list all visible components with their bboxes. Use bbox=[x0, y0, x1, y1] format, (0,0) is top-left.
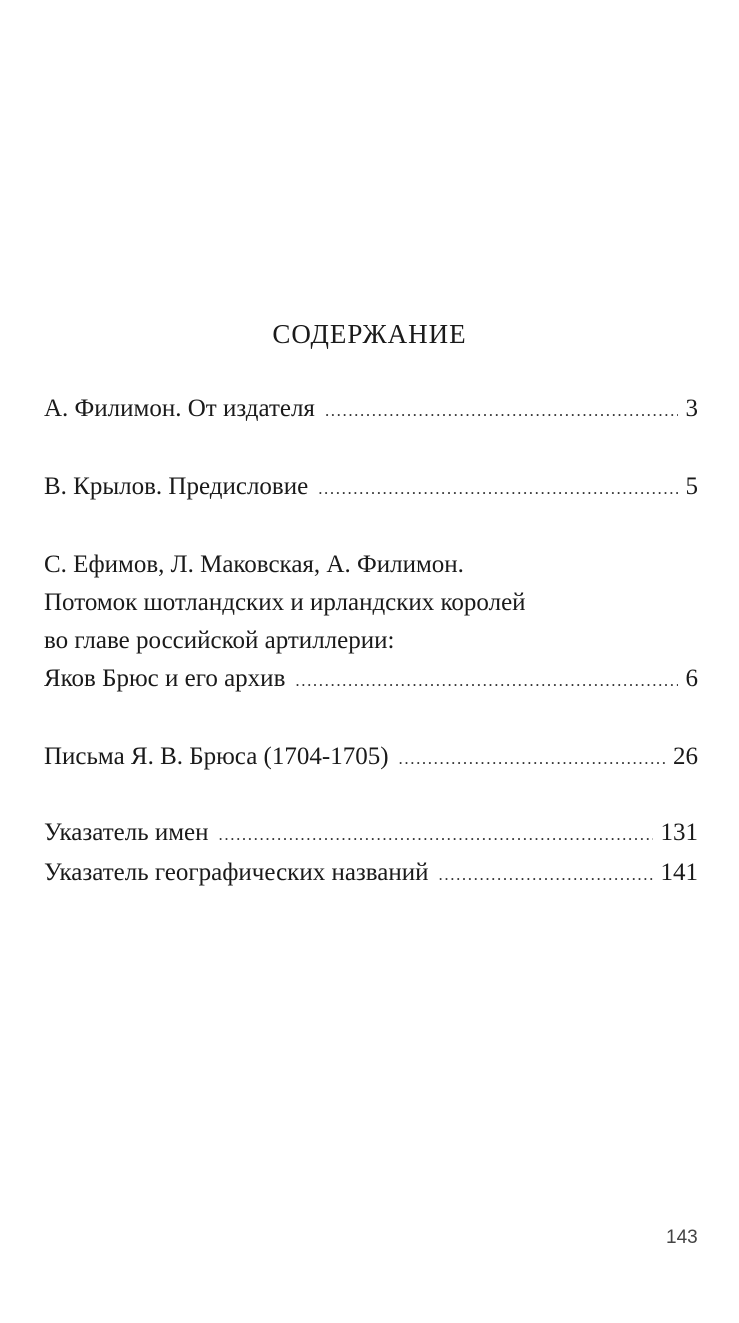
toc-entry-letters bbox=[44, 738, 698, 778]
dot-leader bbox=[295, 662, 677, 700]
dot-leader bbox=[439, 856, 653, 894]
toc-entry-line bbox=[44, 814, 698, 854]
toc-entry-title-line: Потомок шотландских и ирландских королей bbox=[44, 589, 526, 616]
toc-entry-preface bbox=[44, 468, 698, 508]
toc-entry-line bbox=[44, 738, 698, 778]
toc-entry-line bbox=[44, 660, 698, 700]
page-number: 143 bbox=[666, 1227, 698, 1248]
toc-entry-publisher bbox=[44, 390, 698, 430]
toc-list bbox=[44, 390, 698, 894]
toc-entry-title: В. Крылов. Предисловие bbox=[44, 473, 309, 500]
toc-entry-page: 3 bbox=[685, 395, 698, 422]
toc-entry-title: Письма Я. В. Брюса (1704-1705) bbox=[44, 743, 389, 770]
toc-entry-title: А. Филимон. От издателя bbox=[44, 395, 315, 422]
toc-entry-title: Указатель географических названий bbox=[44, 859, 429, 886]
toc-entry-page: 6 bbox=[685, 665, 698, 692]
toc-entry-line bbox=[44, 854, 698, 894]
toc-entry-line bbox=[44, 390, 698, 430]
toc-entry-authors: С. Ефимов, Л. Маковская, А. Филимон. bbox=[44, 551, 464, 578]
dot-leader bbox=[318, 470, 677, 508]
toc-entry-page: 26 bbox=[673, 743, 698, 770]
toc-entry-name-index bbox=[44, 814, 698, 854]
toc-entry-page: 141 bbox=[660, 859, 698, 886]
dot-leader bbox=[219, 816, 653, 854]
toc-entry-line bbox=[44, 468, 698, 508]
toc-entry-page: 5 bbox=[685, 473, 698, 500]
toc-entry-title: Яков Брюс и его архив bbox=[44, 665, 286, 692]
toc-heading: СОДЕРЖАНИЕ bbox=[272, 319, 467, 349]
toc-entry-page: 131 bbox=[660, 819, 698, 846]
toc-entry-title: Указатель имен bbox=[44, 819, 209, 846]
toc-entry-title-line: во главе российской артиллерии: bbox=[44, 627, 395, 654]
dot-leader bbox=[399, 740, 665, 778]
dot-leader bbox=[325, 392, 678, 430]
toc-entry-geo-index bbox=[44, 854, 698, 894]
toc-entry-article bbox=[44, 546, 698, 700]
